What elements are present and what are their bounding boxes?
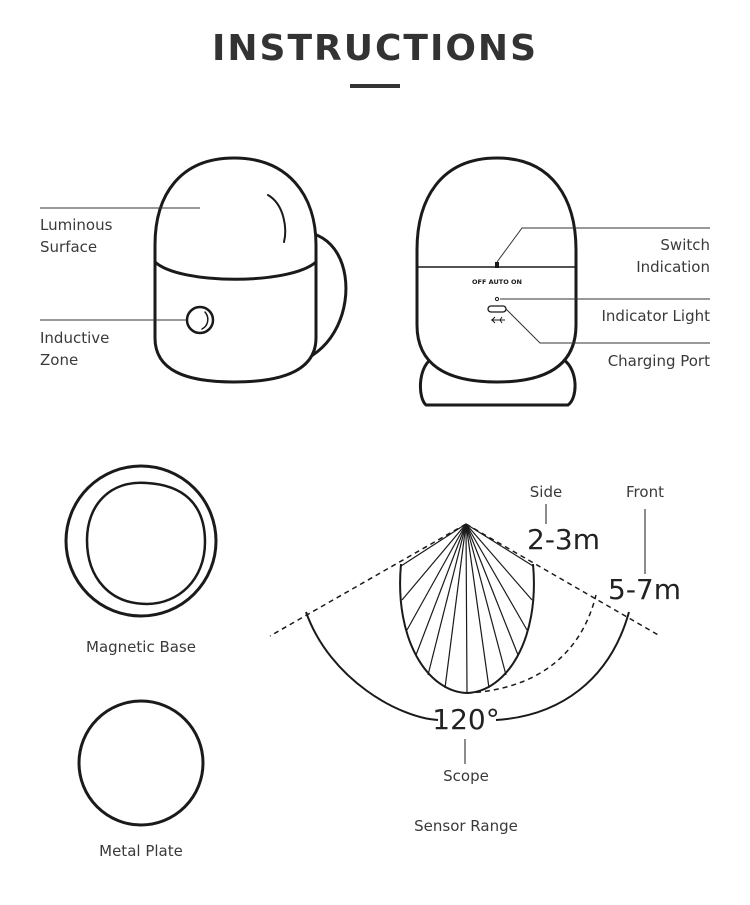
back-device-body — [417, 158, 576, 382]
luminous-surface-label — [40, 214, 112, 258]
sensor-ray — [407, 524, 466, 630]
scope-angle-value: 120° — [432, 703, 500, 736]
inductive-zone-line2: Zone — [40, 351, 79, 369]
front-distance-value: 5-7m — [608, 573, 682, 606]
sensor-ray — [466, 524, 518, 655]
page-title: INSTRUCTIONS — [212, 28, 538, 69]
switch-indication-line2: Indication — [636, 258, 710, 276]
charging-port-label: Charging Port — [607, 352, 710, 370]
luminous-surface-line2: Surface — [40, 238, 98, 256]
side-distance-value: 2-3m — [527, 523, 601, 556]
inductive-zone-label — [40, 327, 109, 371]
luminous-surface-line1: Luminous — [40, 216, 113, 234]
sensor-ray — [416, 524, 466, 655]
switch-indication-line1: Switch — [660, 236, 710, 254]
front-label: Front — [626, 483, 664, 501]
magnetic-base-label: Magnetic Base — [86, 638, 196, 656]
front-device-body — [155, 158, 316, 382]
switch-positions-text: OFF AUTO ON — [472, 278, 522, 286]
sensor-ray — [445, 524, 466, 688]
sensor-range-caption: Sensor Range — [414, 817, 518, 835]
metal-plate-drawing — [79, 701, 203, 825]
sensor-ray — [466, 524, 527, 630]
scope-label: Scope — [443, 767, 489, 785]
metal-plate-label: Metal Plate — [99, 842, 183, 860]
side-label: Side — [529, 483, 563, 501]
sensor-ray — [466, 524, 467, 693]
sensor-ray — [466, 524, 489, 688]
inductive-zone-line1: Inductive — [40, 329, 110, 347]
switch-indication-label — [636, 234, 710, 278]
sensor-ray — [401, 524, 466, 566]
magnetic-base-drawing — [66, 466, 216, 616]
indicator-light-label: Indicator Light — [601, 307, 710, 325]
